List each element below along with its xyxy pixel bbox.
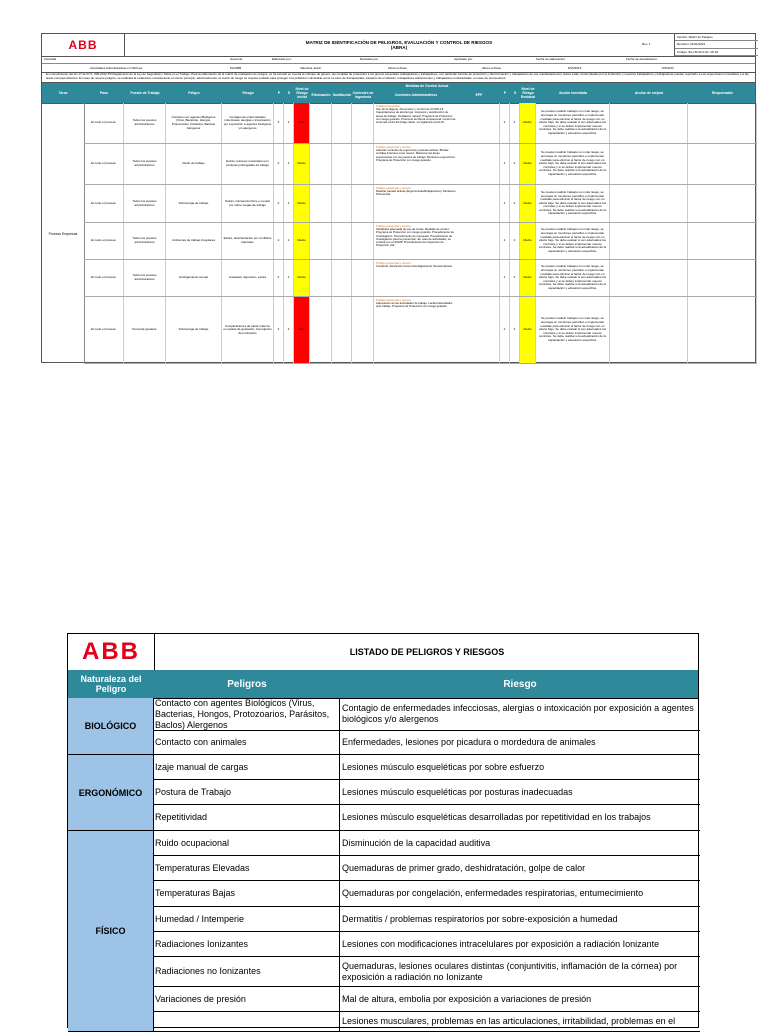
cell-empty [352,260,374,296]
cell-p2: 2 [500,297,510,363]
category-label: ERGONÓMICO [78,787,143,798]
cell-empty [352,144,374,184]
matrix-code-1: Versión: Matriz de Peligros [675,34,758,41]
cell-empty [332,185,352,222]
label-actividad: Actividad [44,57,57,61]
control-text: Uso de la Higiene, Prevención y Control de COVID-19. Capacitaciones de alcohol gel. Limpieza y desinfección de áreas de trabajo. Ventilación natural. Programa de Protección con riesgo guiando. Protocolo de libreta ocupacional. Control de síntomas covid-19 (triaje) diario. La Vigilancia covid-19. [376,107,456,125]
hazard-list-sheet [67,633,699,1028]
cell-accion: Se pueden realizar trabajos con más riesgo, se aconseja un monitoreo periódico e implementar medidas para eliminar el factor de riesgo con un efecto bajo. Se debe evaluar si son adecuados los controles y si se deben implementar nuevos controles. Se debe realizar una actualización de la capacitación y educación específica. [536,185,610,222]
cell-nivel-res: Medio [520,103,536,143]
cell-riesgo: Estrés, lesiones musculares por posturas prolongadas de trabajo [222,144,274,184]
matrix-process-cell [42,103,85,364]
cell-empty [458,103,500,143]
cell-puesto: Todos los puestos administrativos [124,144,166,184]
cell-nivel-res: Medio [520,144,536,184]
cell-riesgo: Complicaciones de salud materno en estado de gestación, interrupción del embarazo [222,297,274,363]
cell-nivel-res: Medio [520,260,536,296]
label-aprobado: Aprobado por: [454,57,474,61]
col-riesgo: Riesgo [242,91,254,95]
cell-nivel: Medio [294,223,310,259]
cell-puesto: Todos los puestos administrativos [124,260,166,296]
category-label: FÍSICO [95,926,126,936]
col-s2: S [513,91,517,95]
risk-cell: Quemaduras, lesiones oculares distintas (conjuntivitis, inflamación de la córnea) por exposición a radiación no Ionizante [342,960,678,982]
cell-paso: En todo el proceso [84,144,124,184]
hazard-cell: Ruido ocupacional [154,831,340,855]
cell-controles-administrativos [376,225,456,247]
matrix-code-3: Código: SA-LM-02-0-01- MI-04 [675,49,758,56]
cell-p: 3 [274,297,284,363]
col-paso: Paso [99,91,109,95]
col-medidas: Medidas de Control Actual [405,84,449,88]
list-row [154,698,700,731]
col-responsable: Responsable [711,91,734,95]
col-s: S [287,91,291,95]
matrix-row [84,185,757,223]
cell-empty [352,185,374,222]
list-row [154,731,700,755]
process-name: Proceso Empresas [48,231,78,236]
cell-empty [610,260,688,296]
cell-empty [332,297,352,363]
cell-paso: En todo el proceso [84,260,124,296]
hazard-cell: Radiaciones Ionizantes [154,932,340,956]
cell-p: 3 [274,103,284,143]
risk-cell: Mal de altura, embolia por exposición a variaciones de presión [342,993,592,1004]
cell-empty [458,297,500,363]
cell-accion: Se pueden realizar trabajos con más riesgo, se aconseja un monitoreo periódico e implementar medidas para eliminar el factor de riesgo con un efecto bajo. Se debe evaluar si son adecuados los controles y si se deben implementar nuevos controles. Se debe realizar una actualización de la capacitación y educación específica. [536,144,610,184]
cell-empty [610,144,688,184]
cell-nivel: Medio [294,260,310,296]
control-mode-label: Trabajo Presencial: [376,104,400,108]
cell-empty [310,144,332,184]
col-nivel-residual: Nivel de Riesgo Residual [520,87,536,99]
category-cell [68,755,154,831]
hazard-cell: Temperaturas Elevadas [154,856,340,880]
cell-empty [688,103,757,143]
list-row [154,805,700,831]
cell-riesgo: Contagio de enfermedades infecciosas, alergias o intoxicación por exposición a agentes biológicos y/o alergenos [222,103,274,143]
list-column-headers [68,670,698,699]
col-naturaleza: Naturaleza del Peligro [80,674,142,694]
control-text: Señalética adecuada de uso de zonas. Medidas de control. Programa de Protección con riesgo guiando. Procedimiento de Investigación. Procedimiento de respuesta. Procedimiento de Investigación para la prevención. En caso de actividades, se contara con el SGMP. Procedimiento de Inspección de Protección vial. [376,227,454,248]
hazard-cell: Variaciones de presión [154,987,340,1011]
cell-peligro: Ambientes de trabajo irregulares [166,223,222,259]
col-peligro: Peligro [188,91,200,95]
risk-cell: Quemaduras de primer grado, deshidratación, golpe de calor [342,862,586,873]
label-revisado: Revisado por: [360,57,379,61]
cell-empty [688,185,757,222]
cell-empty [458,223,500,259]
value-gerencia: PG/ABB [230,66,242,70]
risk-cell: Disminución de la capacidad auditiva [342,837,491,848]
matrix-row [84,144,757,185]
cell-p2: 2 [500,144,510,184]
control-mode-label: Trabajo presencial y remoto: [376,186,412,190]
risk-cell: Lesiones musculares, problemas en las articulaciones, irritabilidad, problemas en el [342,1016,676,1026]
cell-nivel: Alto [294,297,310,363]
matrix-row [84,297,757,364]
cell-nivel: Medio [294,185,310,222]
label-fecha-actualizacion: Fecha de actualización: [626,57,658,61]
col-p: P [277,91,281,95]
hazard-cell: Repetitividad [154,805,340,830]
cell-p2: 2 [500,185,510,222]
hazard-cell [154,1012,340,1031]
list-row [154,881,700,907]
value-actividad: Actividades Administrativas en Oficinas [90,66,143,70]
matrix-row [84,103,757,144]
col-tarea: Tarea [58,91,68,95]
control-mode-label: Trabajo presencial y remoto: [376,224,412,228]
col-accion-inmediata: Acción inmediata [558,91,588,95]
matrix-code-2: Revisión: 01/01/2021 [675,41,758,48]
cell-empty [352,103,374,143]
control-text: Conducta: Sanciones frente al Hostigamiento Sexual Laboral. [376,264,453,269]
cell-empty [332,144,352,184]
matrix-row [84,260,757,297]
hazard-cell: Temperaturas Bajas [154,881,340,906]
cell-peligro: Sobrecarga de trabajo [166,297,222,363]
matrix-column-headers [42,83,755,104]
risk-cell: Lesiones con modificaciones intracelulares por exposición a radiación Ionizante [342,938,660,949]
list-header [68,634,698,671]
cell-paso: En todo el proceso [84,297,124,363]
abb-logo: ABB [68,38,98,52]
cell-puesto: Todos los puestos administrativos [124,223,166,259]
cell-peligro: Ruido de trabajo [166,144,222,184]
cell-empty [352,297,374,363]
risk-cell: Enfermedades, lesiones por picadura o mordedura de animales [342,737,596,747]
label-elaborado: Elaborado por: [272,57,292,61]
control-text: Adecuar controles de ergonomía y pausas activas. Brindar cursillas interiores a las manos. Mantener las áreas ergonómicas con los puestos de trabajo. Monitoreo ergonómico. Programa de Protección con riesgo guiando. [376,148,456,162]
list-row [154,831,700,856]
cell-paso: En todo el proceso [84,185,124,222]
col-puesto: Puesto de Trabajo [130,91,160,95]
cell-controles-administrativos [376,262,456,268]
list-row [154,1012,700,1032]
cell-empty [610,297,688,363]
hazard-cell: Izaje manual de cargas [154,755,340,779]
cell-nivel: Medio [294,144,310,184]
value-elaborado: Valentina Juarin [300,66,322,70]
cell-controles-administrativos [376,105,456,124]
risk-matrix-sheet [41,33,756,363]
category-cell [68,698,154,755]
cell-s2: 2 [510,144,520,184]
cell-p: 2 [274,260,284,296]
matrix-title-line1: MATRIZ DE IDENTIFICACIÓN DE PELIGROS, EVALUACIÓN Y CONTROL DE RIESGOS [305,40,493,45]
cell-nivel-res: Medio [520,185,536,222]
cell-paso: En todo el proceso [84,103,124,143]
cell-s: 2 [284,185,294,222]
cell-s2: 2 [510,185,520,222]
hazard-cell: Contacto con agentes Biológicos (Virus, Bacterias, Hongos, Protozoarios, Parásitos, Baclos) Alergenos [154,698,340,730]
cell-s: 3 [284,103,294,143]
col-p2: P [503,91,507,95]
cell-controles-administrativos [376,146,456,162]
cell-empty [458,144,500,184]
cell-s2: 2 [510,297,520,363]
cell-peligro: Sobrecarga de trabajo [166,185,222,222]
cell-accion: Se pueden realizar trabajos con más riesgo, se aconseja un monitoreo periódico e implementar medidas para eliminar el factor de riesgo con un efecto bajo. Se debe evaluar si son adecuados los controles y si se deben implementar nuevos controles. Se debe realizar una actualización de la capacitación y educación específica. [536,260,610,296]
matrix-codes [674,34,758,56]
cell-s2: 2 [510,260,520,296]
matrix-title-line2: (ABRA) [390,45,408,50]
control-mode-label: Trabajo presencial y remoto: [376,145,412,149]
risk-cell: Lesiones músculo esqueléticas por sobre esfuerzo [342,761,545,772]
cell-s: 2 [284,223,294,259]
cell-s: 3 [284,297,294,363]
value-aprobado: Alina La Rosa [482,66,501,70]
cell-accion: Se pueden realizar trabajos con más riesgo, se aconseja un monitoreo periódico e implementar medidas para eliminar el factor de riesgo con un efecto bajo. Se debe evaluar si son adecuados los controles y si se deben implementar nuevos controles. Se debe realizar una actualización de la capacitación y educación específica. [536,297,610,363]
list-row [154,987,700,1012]
hazard-cell: Contacto con animales [154,731,340,754]
matrix-rows [84,103,757,364]
risk-cell: Contagio de enfermedades infecciosas, alergias o intoxicación por exposición a agentes biológicos y/o alergenos [342,703,694,724]
col-ingenieria: Controles de Ingeniería [352,91,374,99]
cell-nivel-res: Medio [520,297,536,363]
cell-empty [310,297,332,363]
hazard-cell: Postura de Trabajo [154,780,340,804]
cell-accion: Se pueden realizar trabajos con más riesgo, se aconseja un monitoreo periódico e implementar medidas para eliminar el factor de riesgo con un efecto bajo. Se debe evaluar si son adecuados los controles y si se deben implementar nuevos controles. Se debe realizar una actualización de la capacitación y educación específica. [536,223,610,259]
list-logo [68,634,155,670]
list-row [154,755,700,780]
cell-riesgo: Estrés, desinfectación por conflictos laborales [222,223,274,259]
risk-cell: Lesiones músculo esqueléticas por posturas inadecuadas [342,786,573,797]
cell-peligro: Contacto con agentes Biológicos (Virus, Bacterias, Hongos, Protozoarios, Parásitos, Bacilos) Alergenos [166,103,222,143]
cell-nivel: Alto [294,103,310,143]
col-peligros: Peligros [227,678,267,690]
cell-s2: 2 [510,223,520,259]
cell-peligro: Hostigamiento sexual [166,260,222,296]
control-mode-label: Trabajo presencial y remoto: [376,298,412,302]
matrix-logo [42,34,125,56]
risk-cell: Lesiones músculo esqueléticas desarrolladas por repetitividad en los trabajos [342,812,651,822]
cell-empty [332,223,352,259]
control-mode-label: Trabajo presencial y remoto: [376,261,412,265]
cell-puesto: Todos los puestos administrativos [124,103,166,143]
matrix-header [42,34,755,57]
value-fecha-actualizacion: 5/3/2022 [662,66,674,70]
list-title: LISTADO DE PELIGROS Y RIESGOS [349,647,505,657]
matrix-title [124,34,674,56]
cell-empty [688,223,757,259]
col-riesgo: Riesgo [503,678,537,690]
cell-empty [688,260,757,296]
cell-s: 2 [284,144,294,184]
risk-cell: Quemaduras por congelación, enfermedades respiratorias, entumecimiento [342,888,644,898]
list-row [154,957,700,987]
cell-empty [310,103,332,143]
value-fecha-elaboracion: 8/15/2019 [568,66,582,70]
cell-s2: 2 [510,103,520,143]
cell-p2: 2 [500,223,510,259]
cell-empty [688,144,757,184]
cell-empty [352,223,374,259]
cell-p: 2 [274,185,284,222]
cell-empty [688,297,757,363]
cell-accion: Se pueden realizar trabajos con más riesgo, se aconseja un monitoreo periódico e implementar medidas para eliminar el factor de riesgo con un efecto bajo. Se debe evaluar si son adecuados los controles y si se deben implementar nuevos controles. Se debe realizar una actualización de la capacitación y educación específica. [536,103,610,143]
abb-logo: ABB [82,638,140,665]
cell-empty [310,260,332,296]
list-row [154,907,700,932]
cell-riesgo: Ansiedad, depresión, estrés [222,260,274,296]
control-text: Realizar pausas activas (Ergonómicas/Relajamiento). Monitoreo Psicosocial [376,189,456,197]
matrix-revision: Rev. 1 [642,42,651,46]
cell-p: 2 [274,223,284,259]
list-row [154,780,700,805]
col-administrativos: Controles Administrativos [394,93,438,97]
cell-empty [310,223,332,259]
col-nivel-inicial: Nivel de Riesgo Inicial [295,87,309,99]
category-label: BIOLÓGICO [84,721,137,731]
category-cell [68,831,154,1032]
col-epp: EPP [475,93,483,97]
cell-p2: 2 [500,260,510,296]
cell-empty [332,260,352,296]
cell-p: 2 [274,144,284,184]
cell-empty [332,103,352,143]
cell-paso: En todo el proceso [84,223,124,259]
cell-empty [458,260,500,296]
matrix-description: En cumplimiento del Art 17 del D.S. 005-2012-TR Reglamento de la Ley de Seguridad y Salud en el Trabajo. Para la elaboración de la matriz de evaluación de riesgos, se ha tomado en cuenta el enfoque de género, las medidas de protección a los grupos especiales (trabajadoras y trabajadores, con particular fuerzas de protección y discriminación y trabajadores de sus manifestaciones). Estos están contemplados por la Institución y nuestros trabajadores y trabajadoras pueden reportarlo a sus supervisores inmediatos o a las áreas correspondientes. En caso de nuevos peligros, se realizará la evaluación considerando el mismo principio, adicionalmente, la matriz de riesgo se respeta cuidado para proteger a la población vulnerable como es caso de discapacidad, situación de embarazo, trabajadores adolescentes y trabajadores embarazadas, en caso de proveedores. [42,72,755,83]
cell-riesgo: Estrés, Cansancio físico y mental por sobre cargas de trabajo [222,185,274,222]
cell-puesto: Todos los puestos administrativos [124,185,166,222]
col-accion-mejora: Acción de mejora [634,91,664,95]
hazard-cell: Radiaciones no Ionizantes [154,957,340,986]
risk-cell: Dermatitis / problemas respiratorios por sobre-exposición a humedad [342,913,618,924]
cell-p2: 2 [500,103,510,143]
cell-empty [610,185,688,222]
cell-empty [310,185,332,222]
hazard-cell: Humedad / Intemperie [154,907,340,931]
cell-controles-administrativos [376,299,456,309]
value-revisado: Alina La Rosa [388,66,407,70]
cell-nivel-res: Medio [520,223,536,259]
control-text: Adecuación de las actividades de trabajo. Lactancia/cuidados post trabajo. Programa de Protección con riesgo guiando. [376,301,453,309]
cell-empty [458,185,500,222]
col-eliminacion: Eliminación [311,93,331,97]
cell-empty [610,223,688,259]
cell-empty [610,103,688,143]
cell-puesto: Personal gestante [124,297,166,363]
label-fecha-elaboracion: Fecha de elaboración: [536,57,566,61]
label-gerencia: Gerencia [230,57,243,61]
matrix-row [84,223,757,260]
col-sustitucion: Sustitución [332,93,352,97]
cell-s: 2 [284,260,294,296]
cell-controles-administrativos [376,187,456,197]
list-row [154,932,700,957]
list-row [154,856,700,881]
